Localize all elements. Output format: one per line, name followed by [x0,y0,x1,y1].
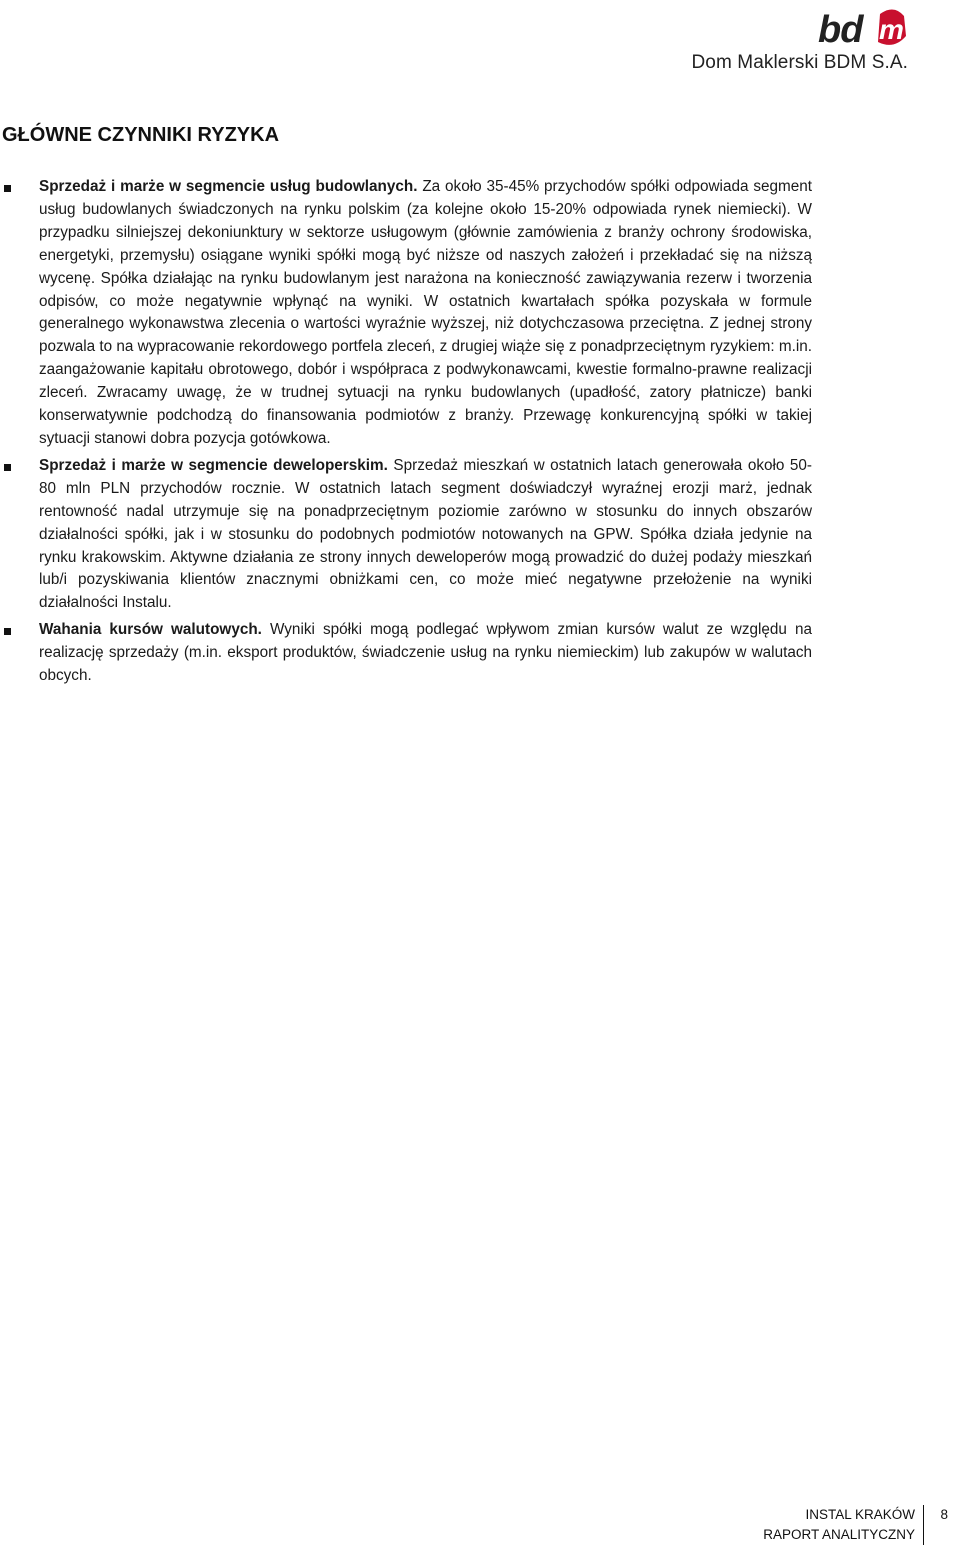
risk-text: Wyniki spółki mogą podlegać wpływom zmian kursów walut ze względu na realizację sprzedaży (m.in. eksport produktów, świadczenie usług na rynku niemieckim) lub zakupów w walutach obcych. [39,621,812,685]
square-bullet-icon [4,628,11,635]
risk-paragraph [39,619,812,688]
bdm-logo-icon [818,6,908,50]
risk-heading: Wahania kursów walutowych. [39,621,262,639]
risk-paragraph [39,176,812,451]
footer-labels [763,1505,915,1545]
footer-company: INSTAL KRAKÓW [805,1507,915,1522]
risk-list [0,176,812,692]
list-item [0,455,812,615]
square-bullet-icon [4,185,11,192]
page-title: GŁÓWNE CZYNNIKI RYZYKA [2,124,280,146]
svg-text:m: m [879,14,904,45]
footer-divider [923,1505,924,1545]
footer-report-type: RAPORT ANALITYCZNY [763,1527,915,1542]
square-bullet-icon [4,464,11,471]
risk-paragraph [39,455,812,615]
risk-heading: Sprzedaż i marże w segmencie deweloperskim. [39,456,388,474]
svg-text:bd: bd [818,9,863,50]
list-item [0,619,812,688]
company-name: Dom Maklerski BDM S.A. [691,52,908,73]
risk-text: Sprzedaż mieszkań w ostatnich latach generowała około 50-80 mln PLN przychodów rocznie. W ostatnich latach segment doświadczył wyraźnej erozji marż, jednak rentowność nadal utrzymuje się na ponadprzeciętnym poziomie zarówno w stosunku do innych obszarów działalności spółki, jak i w stosunku do podobnych podmiotów notowanych na GPW. Spółka działa jedynie na rynku krakowskim. Aktywne działania ze strony innych deweloperów mogą prowadzić do dużej podaży mieszkań lub/i pozyskiwania klientów znacznymi obniżkami cen, co może mieć negatywne przełożenie na wyniki działalności Instalu. [39,456,813,612]
risk-heading: Sprzedaż i marże w segmencie usług budowlanych. [39,178,418,195]
company-logo [668,6,908,76]
page-number: 8 [940,1507,948,1522]
risk-text: Za około 35-45% przychodów spółki odpowiada segment usług budowlanych świadczonych na rynku polskim (za kolejne około 15-20% odpowiada rynek niemiecki). W przypadku silniejszej dekoniunktury w sektorze usługowym (głównie zamówienia z branży ochrony środowiska, energetyki, przemysłu) osiągane wyniki spółki mogą być niższe od naszych założeń i przekładać się na niższą wycenę. Spółka działając na rynku budowlanym jest narażona na konieczność zawiązywania rezerw i tworzenia odpisów, co może negatywnie wpłynąć na wyniki. W ostatnich kwartałach spółka pozyskała w formule generalnego wykonawstwa zlecenia o wartości wyraźnie wyższej, niż dotychczasowa przeciętna. Z jednej strony pozwala to na wypracowanie rekordowego portfela zleceń, z drugiej wiąże się z ponadprzeciętnym ryzykiem: m.in. zaangażowanie kapitału obrotowego, dobór i współpraca z podwykonawcami, kwestie formalno-prawne realizacji zleceń. Zwracamy uwagę, że w trudnej sytuacji na rynku budowlanych (upadłość, zatory płatnicze) banki konserwatywnie podchodzą do finansowania podmiotów z branży. Przewagę konkurencyjną spółki w takiej sytuacji stanowi dobra pozycja gotówkowa. [39,178,812,447]
list-item [0,176,812,451]
